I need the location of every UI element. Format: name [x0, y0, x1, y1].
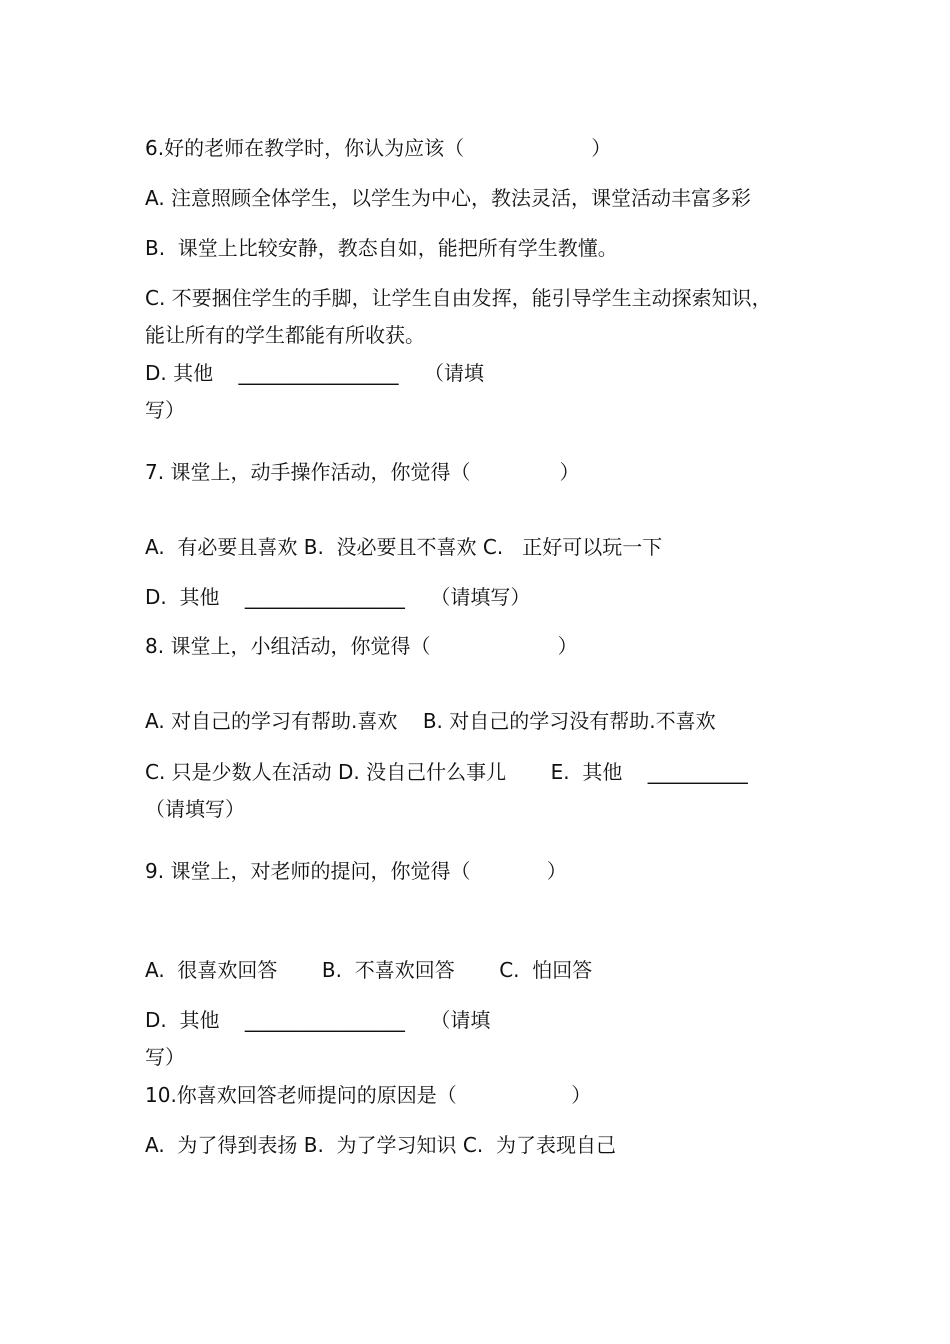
question-7-options-abc: A. 有必要且喜欢 B. 没必要且不喜欢 C. 正好可以玩一下	[145, 535, 663, 559]
question-10-options-abc: A. 为了得到表扬 B. 为了学习知识 C. 为了表现自己	[145, 1133, 616, 1157]
question-9-stem: 9. 课堂上，对老师的提问，你觉得（ ）	[145, 859, 567, 883]
question-8-stem: 8. 课堂上，小组活动，你觉得（ ）	[145, 634, 578, 658]
question-6-option-c-line1: C. 不要捆住学生的手脚，让学生自由发挥，能引导学生主动探索知识，	[145, 286, 772, 310]
question-6-option-a: A. 注意照顾全体学生，以学生为中心，教法灵活，课堂活动丰富多彩	[145, 186, 752, 210]
question-9-options-abc: A. 很喜欢回答 B. 不喜欢回答 C. 怕回答	[145, 958, 593, 982]
question-10-stem: 10.你喜欢回答老师提问的原因是（ ）	[145, 1083, 592, 1107]
question-6-option-c-line2: 能让所有的学生都能有所收获。	[145, 323, 425, 347]
question-9-option-d-line2: 写）	[145, 1045, 185, 1069]
question-6-option-d-line1: D. 其他 ________________ （请填	[145, 361, 484, 385]
question-8-fill-note: （请填写）	[145, 797, 245, 821]
question-8-options-cde: C. 只是少数人在活动 D. 没自己什么事儿 E. 其他 __________	[145, 760, 748, 784]
question-6-option-b: B. 课堂上比较安静，教态自如，能把所有学生教懂。	[145, 236, 618, 260]
question-6-option-d-line2: 写）	[145, 398, 185, 422]
question-8-options-ab: A. 对自己的学习有帮助.喜欢 B. 对自己的学习没有帮助.不喜欢	[145, 709, 716, 733]
question-7-option-d: D. 其他 ________________ （请填写）	[145, 585, 531, 609]
question-6-stem: 6.好的老师在教学时，你认为应该（ ）	[145, 136, 612, 160]
question-9-option-d-line1: D. 其他 ________________ （请填	[145, 1008, 491, 1032]
question-7-stem: 7. 课堂上，动手操作活动，你觉得（ ）	[145, 460, 580, 484]
